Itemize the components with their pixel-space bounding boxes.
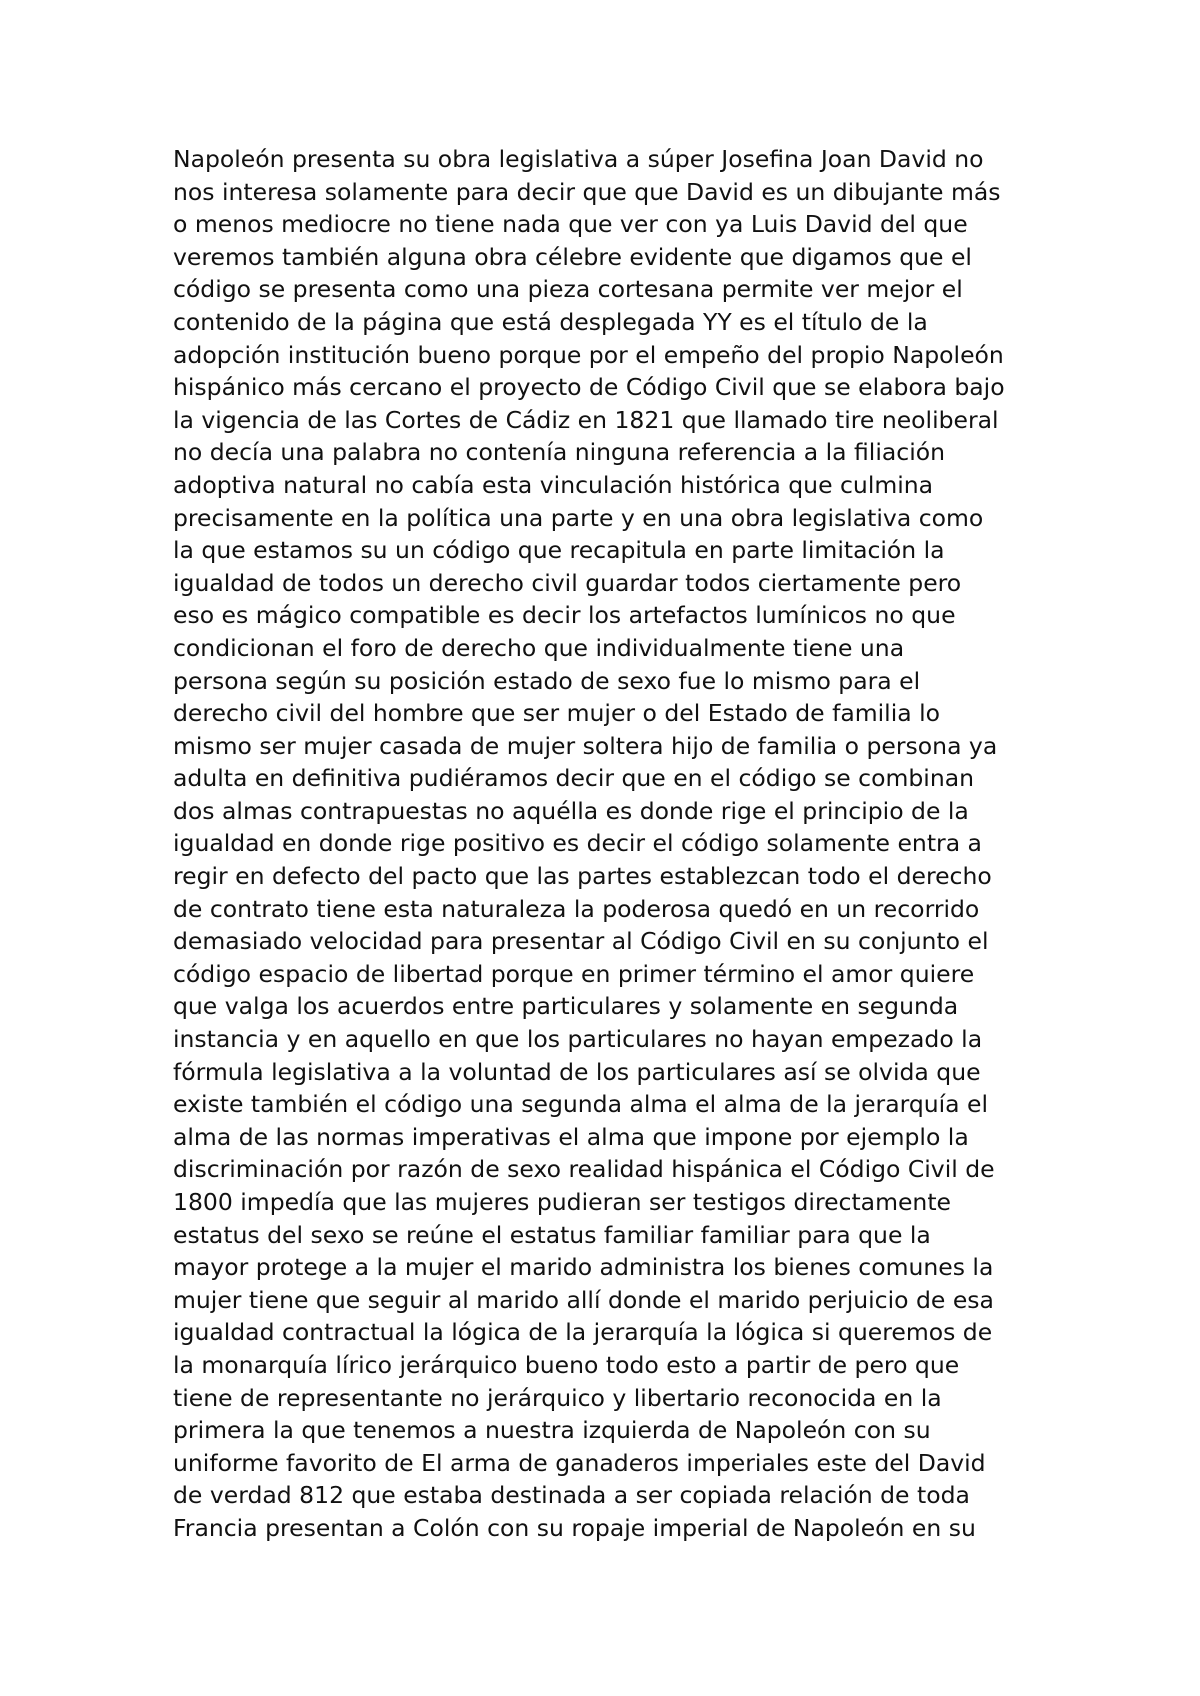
text-line: derecho civil del hombre que ser mujer o del Estado de familia lo [173,699,940,728]
text-line: uniforme favorito de El arma de ganaderos imperiales este del David [173,1448,986,1477]
text-line: adopción institución bueno porque por el empeño del propio Napoleón [173,340,1004,369]
text-line: precisamente en la política una parte y en una obra legislativa como [173,503,984,532]
text-line: discriminación por razón de sexo realidad hispánica el Código Civil de [173,1155,995,1184]
text-line: estatus del sexo se reúne el estatus familiar familiar para que la [173,1220,931,1249]
text-line: adulta en definitiva pudiéramos decir que en el código se combinan [173,764,975,793]
text-line: mismo ser mujer casada de mujer soltera hijo de familia o persona ya [173,731,998,760]
text-line: igualdad en donde rige positivo es decir el código solamente entra a [173,829,982,858]
text-line: igualdad de todos un derecho civil guardar todos ciertamente pero [173,568,962,597]
text-line: tiene de representante no jerárquico y libertario reconocida en la [173,1383,942,1412]
text-line: Francia presentan a Colón con su ropaje imperial de Napoleón en su [173,1513,976,1542]
text-line: dos almas contrapuestas no aquélla es donde rige el principio de la [173,796,969,825]
body-paragraph [173,143,1043,1545]
text-line: 1800 impedía que las mujeres pudieran ser testigos directamente [173,1188,952,1216]
text-line: demasiado velocidad para presentar al Código Civil en su conjunto el [173,927,989,956]
text-line: la monarquía lírico jerárquico bueno todo esto a partir de pero que [173,1350,960,1379]
text-line: mayor protege a la mujer el marido administra los bienes comunes la [173,1253,994,1282]
text-line: código se presenta como una pieza cortesana permite ver mejor el [173,275,963,304]
text-line: eso es mágico compatible es decir los artefactos lumínicos no que [173,601,956,630]
text-line: no decía una palabra no contenía ninguna referencia a la filiación [173,438,945,467]
text-line: hispánico más cercano el proyecto de Código Civil que se elabora bajo [173,373,1005,402]
text-line: existe también el código una segunda alma el alma de la jerarquía el [173,1090,989,1119]
text-line: alma de las normas imperativas el alma que impone por ejemplo la [173,1122,969,1151]
text-line: contenido de la página que está desplegada YY es el título de la [173,307,928,336]
text-line: mujer tiene que seguir al marido allí donde el marido perjuicio de esa [173,1285,994,1314]
text-line: nos interesa solamente para decir que que David es un dibujante más [173,177,1001,206]
text-line: que valga los acuerdos entre particulares y solamente en segunda [173,992,959,1021]
text-line: persona según su posición estado de sexo fue lo mismo para el [173,666,921,695]
text-line: primera la que tenemos a nuestra izquierda de Napoleón con su [173,1416,931,1445]
text-line: fórmula legislativa a la voluntad de los particulares así se olvida que [173,1057,981,1086]
text-line: código espacio de libertad porque en primer término el amor quiere [173,959,975,988]
text-line: igualdad contractual la lógica de la jerarquía la lógica si queremos de [173,1318,993,1347]
text-line: regir en defecto del pacto que las partes establezcan todo el derecho [173,862,992,891]
text-line: adoptiva natural no cabía esta vinculación histórica que culmina [173,470,934,499]
text-line: condicionan el foro de derecho que individualmente tiene una [173,633,905,662]
text-line: o menos mediocre no tiene nada que ver con ya Luis David del que [173,210,968,239]
text-line: la que estamos su un código que recapitula en parte limitación la [173,536,945,565]
text-line: de contrato tiene esta naturaleza la poderosa quedó en un recorrido [173,894,980,923]
text-line: instancia y en aquello en que los particulares no hayan empezado la [173,1025,983,1054]
text-line: de verdad 812 que estaba destinada a ser copiada relación de toda [173,1481,970,1510]
text-line: Napoleón presenta su obra legislativa a súper Josefina Joan David no [173,145,984,173]
text-line: veremos también alguna obra célebre evidente que digamos que el [173,242,972,271]
text-line: la vigencia de las Cortes de Cádiz en 1821 que llamado tire neoliberal [173,405,999,434]
